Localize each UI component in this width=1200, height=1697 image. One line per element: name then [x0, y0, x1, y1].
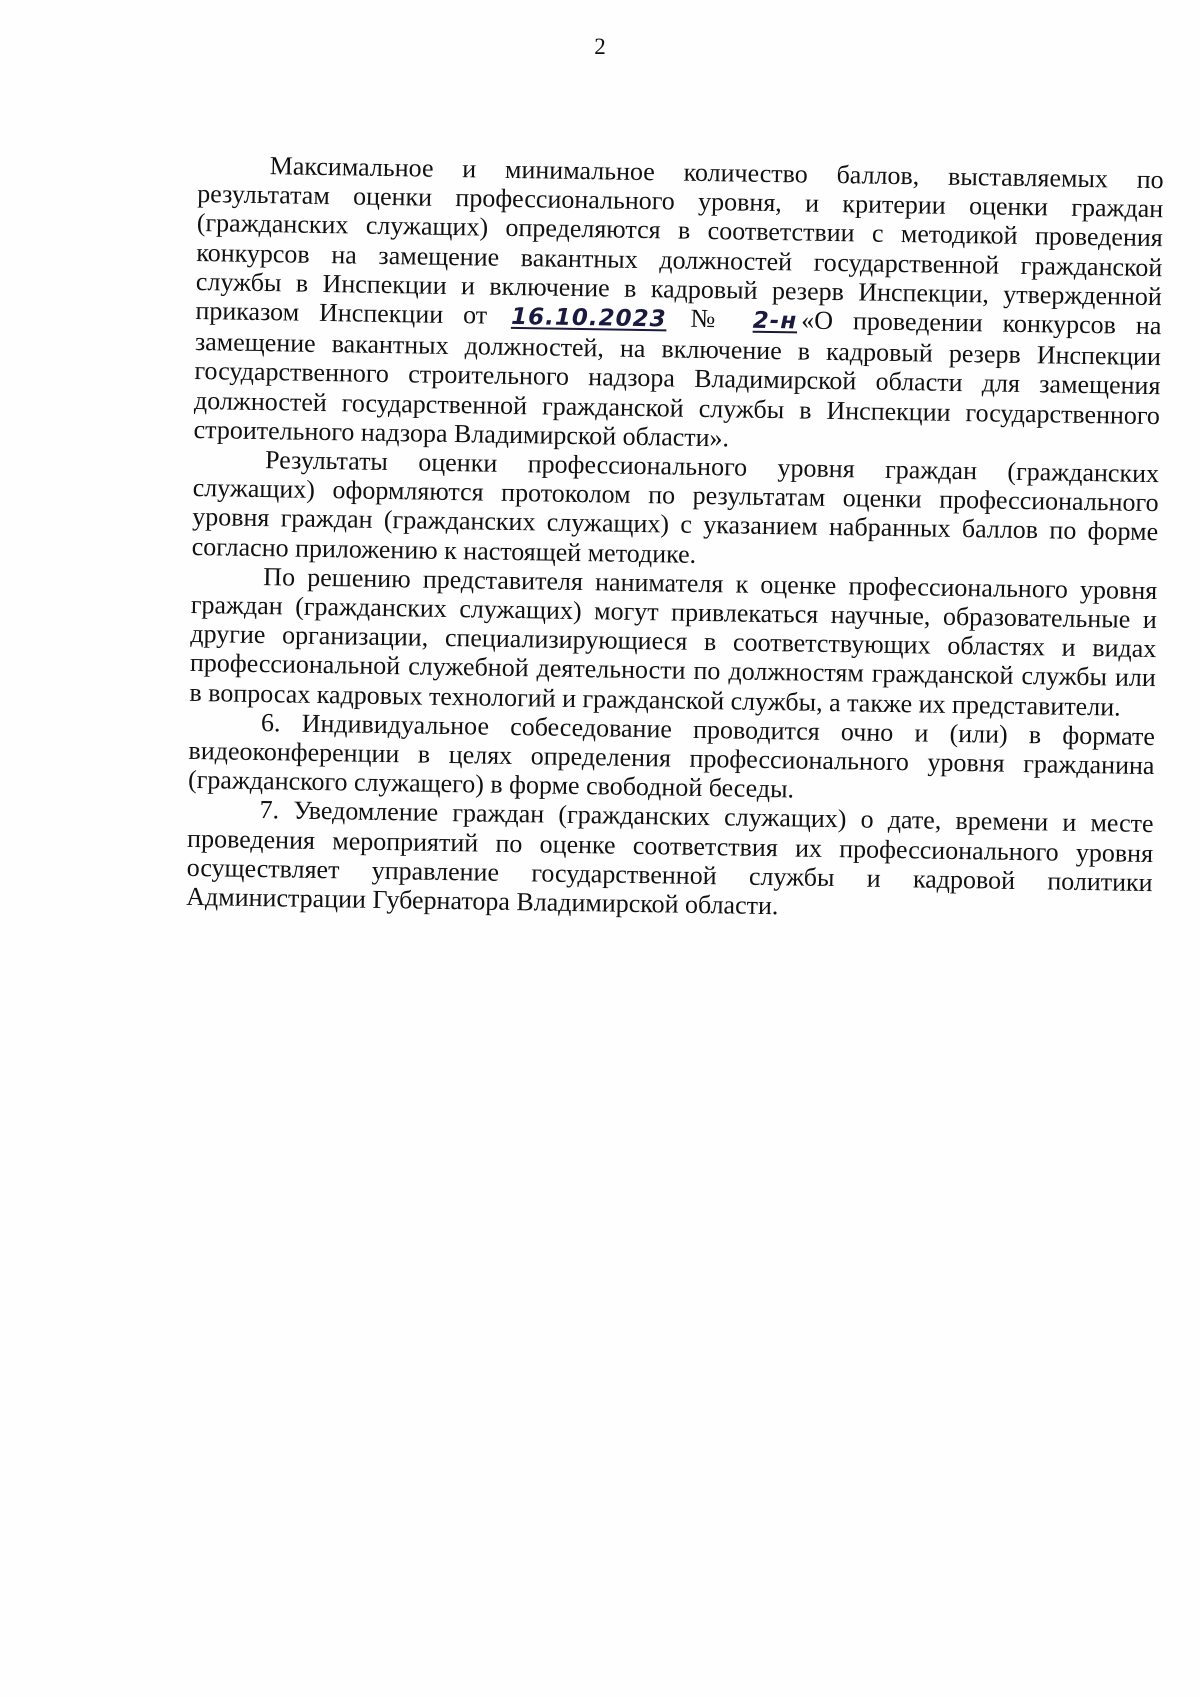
paragraph-individual-interview: 6. Индивидуальное собеседование проводится очно и (или) в формате видеоконференции в целях определения профессионального уровня гражданина (гражданского служащего) в форме свободной беседы.: [187, 707, 1156, 804]
paragraph-involved-organizations: По решению представителя нанимателя к оценке профессионального уровня граждан (гражданских служащих) могут привлекаться научные, образовательные и другие организации, специализирующиеся в соответствующих областях и видах профессиональной служебной деятельности по должностям гражданской службы или в вопросах кадровых технологий и гражданской службы, а также их представители.: [189, 561, 1158, 722]
paragraph-results-protocol: Результаты оценки профессионального уровня граждан (гражданских служащих) оформляются протоколом по результатам оценки профессионального уровня граждан (гражданских служащих) с указанием набранных баллов по форме согласно приложению к настоящей методике.: [191, 445, 1160, 569]
handwritten-order-date: 16.10.2023: [510, 303, 667, 333]
order-title-text: «О проведении конкурсов на замещение вакантных должностей, на включение в кадровый резерв Инспекции государственного строительного надзора Владимирской области для замещения должностей государственной гражданской службы в Инспекции государственного строительного надзора Владимирской области».: [193, 305, 1162, 453]
paragraph-scoring-criteria-text: Максимальное и минимальное количество баллов, выставляемых по результатам оценки профессионального уровня, и критерии оценки граждан (гражданских служащих) определяются в соответствии с методикой проведения конкурсов на замещение вакантных должностей государственной гражданской службы в Инспекции и включение в кадровый резерв Инспекции, утвержденной приказом Инспекции от: [195, 151, 1164, 330]
paragraph-scoring-criteria: [193, 150, 1163, 459]
paragraph-notification: 7. Уведомление граждан (гражданских служащих) о дате, времени и месте проведения мероприятий по оценке соответствия их профессионального уровня осуществляет управление государственной службы и кадровой политики Администрации Губернатора Владимирской области.: [186, 795, 1154, 921]
document-body: [186, 150, 1164, 926]
handwritten-order-number: 2-н: [752, 307, 798, 335]
page-number: 2: [594, 34, 606, 59]
number-sign: №: [690, 303, 730, 334]
